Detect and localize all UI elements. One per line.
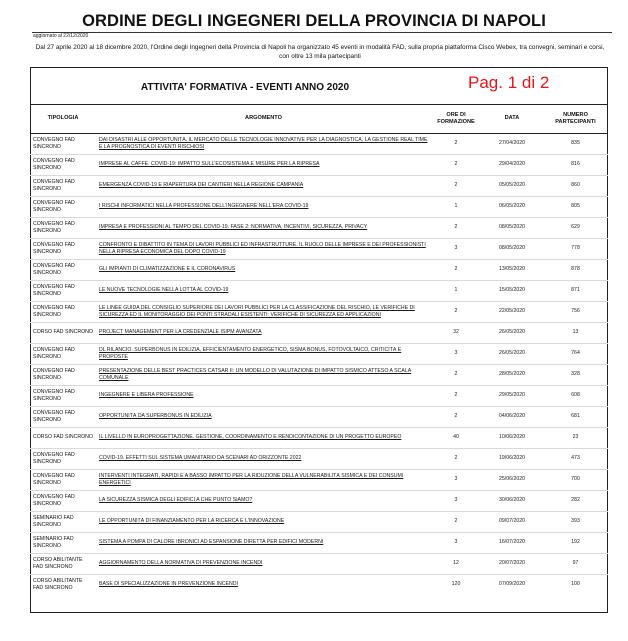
event-topic-link[interactable]: IMPRESA E PROFESSIONI AL TEMPO DEL COVID-19. FASE 2: NORMATIVA, INCENTIVI, SICUREZZA, PRIVACY <box>99 224 368 230</box>
event-topic-link[interactable]: LE NUOVE TECNOLOGIE NELLA LOTTA AL COVID-19 <box>99 287 229 293</box>
event-participants: 100 <box>571 581 580 588</box>
event-date: 27/04/2020 <box>481 133 543 154</box>
event-participants: 97 <box>543 553 608 574</box>
event-participants: 871 <box>543 280 608 301</box>
event-hours: 3 <box>431 490 481 511</box>
event-date: 29/04/2020 <box>481 154 543 175</box>
table-row <box>30 154 608 175</box>
table-row <box>30 301 608 322</box>
event-participants: 393 <box>543 511 608 532</box>
event-hours: 3 <box>431 343 481 364</box>
event-type: CONVEGNO FAD SINCRONO <box>30 469 96 490</box>
event-type: CONVEGNO FAD SINCRONO <box>30 196 96 217</box>
event-topic-cell <box>96 343 431 364</box>
event-hours: 3 <box>431 238 481 259</box>
event-topic-link[interactable]: OPPORTUNITÀ DA SUPERBONUS IN EDILIZIA <box>99 413 212 419</box>
event-topic-link[interactable]: PROJECT MANAGEMENT PER LA CREDENZIALE ISIPM AVANZATA <box>99 329 262 335</box>
event-date: 29/05/2020 <box>481 385 543 406</box>
event-participants: 700 <box>543 469 608 490</box>
event-topic-link[interactable]: EMERGENZA COVID-19 E RIAPERTURA DEI CANTIERI NELLA REGIONE CAMPANIA <box>99 182 304 188</box>
event-date: 20/07/2020 <box>481 553 543 574</box>
event-topic-link[interactable]: CONFRONTO E DIBATTITO IN TEMA DI LAVORI PUBBLICI ED INFRASTRUTTURE. IL RUOLO DELLE IMPRESE E DEI PROFESSIONISTI NELLA RIPRESA ECONOMICA DEL DOPO COVID-19 <box>99 241 426 255</box>
table-row <box>30 280 608 301</box>
event-hours: 2 <box>431 511 481 532</box>
event-topic-cell <box>96 469 431 490</box>
event-date: 08/05/2020 <box>481 217 543 238</box>
table-row <box>30 322 608 343</box>
event-topic-link[interactable]: GLI IMPIANTI DI CLIMATIZZAZIONE E IL CORONAVIRUS <box>99 266 236 272</box>
event-type: CONVEGNO FAD SINCRONO <box>30 301 96 322</box>
events-table-body <box>30 133 608 595</box>
event-topic-cell <box>96 259 431 280</box>
table-row <box>30 175 608 196</box>
event-hours: 2 <box>431 448 481 469</box>
event-type: CONVEGNO FAD SINCRONO <box>30 490 96 511</box>
event-participants: 282 <box>543 490 608 511</box>
event-hours: 12 <box>431 553 481 574</box>
event-participants: 192 <box>543 532 608 553</box>
event-topic-link[interactable]: IL LIVELLO IN EUROPROGETTAZIONE. GESTIONE, COORDINAMENTO E RENDICONTAZIONE DI UN PROGETTO EUROPEO <box>99 434 402 440</box>
event-topic-cell <box>96 448 431 469</box>
event-date: 26/05/2020 <box>481 343 543 364</box>
event-hours: 40 <box>431 427 481 448</box>
event-type: CORSO ABILITANTE FAD SINCRONO <box>33 577 83 591</box>
table-row <box>30 259 608 280</box>
column-header-argomento: ARGOMENTO <box>96 105 431 133</box>
event-topic-link[interactable]: INGEGNERE E LIBERA PROFESSIONE <box>99 392 194 398</box>
table-header-row <box>30 105 608 133</box>
event-date: 08/05/2020 <box>481 238 543 259</box>
table-row <box>30 532 608 553</box>
event-hours: 2 <box>431 385 481 406</box>
event-participants: 328 <box>543 364 608 385</box>
event-topic-link[interactable]: DAI DISASTRI ALLE OPPORTUNITÀ. IL MERCATO DELLE TECNOLOGIE INNOVATIVE PER LA DIAGNOSTICA, LA GESTIONE REAL TIME E LA PROGNOSTICA DI EVENTI RISCHIOSI <box>99 136 428 150</box>
column-header-tipologia: TIPOLOGIA <box>30 105 96 133</box>
event-participants: 608 <box>543 385 608 406</box>
event-participants: 629 <box>543 217 608 238</box>
event-hours: 3 <box>431 532 481 553</box>
table-row <box>30 196 608 217</box>
event-date: 22/05/2020 <box>481 301 543 322</box>
table-row <box>30 553 608 574</box>
page-indicator: Pag. 1 di 2 <box>468 73 550 92</box>
table-row <box>30 469 608 490</box>
page-title: ORDINE DEGLI INGEGNERI DELLA PROVINCIA DI NAPOLI <box>82 12 546 30</box>
event-topic-cell <box>96 133 431 154</box>
table-row <box>30 406 608 427</box>
table-row <box>30 490 608 511</box>
event-type: CONVEGNO FAD SINCRONO <box>30 406 96 427</box>
event-topic-cell <box>96 238 431 259</box>
event-topic-cell <box>96 553 431 574</box>
event-topic-cell <box>96 154 431 175</box>
event-type: CONVEGNO FAD SINCRONO <box>30 448 96 469</box>
event-participants: 816 <box>543 154 608 175</box>
event-hours: 2 <box>431 364 481 385</box>
event-topic-cell <box>96 490 431 511</box>
event-hours: 2 <box>431 301 481 322</box>
event-date: 15/05/2020 <box>481 280 543 301</box>
event-participants: 764 <box>543 343 608 364</box>
table-row <box>30 133 608 154</box>
event-topic-link[interactable]: DL RILANCIO. SUPERBONUS IN EDILIZIA, EFFICIENTAMENTO ENERGETICO, SISMA BONUS, FOTOVOLTAICO, CRITICITÀ E PROPOSTE <box>99 346 402 360</box>
event-participants: 778 <box>543 238 608 259</box>
event-hours: 32 <box>431 322 481 343</box>
event-topic-cell <box>96 217 431 238</box>
event-hours: 2 <box>431 217 481 238</box>
event-type: CONVEGNO FAD SINCRONO <box>30 343 96 364</box>
event-topic-cell <box>96 532 431 553</box>
event-topic-cell <box>96 301 431 322</box>
event-hours: 1 <box>431 196 481 217</box>
event-topic-cell <box>96 175 431 196</box>
table-row <box>30 448 608 469</box>
event-hours: 2 <box>431 175 481 196</box>
event-topic-link[interactable]: LE OPPORTUNITÀ DI FINANZIAMENTO PER LA RICERCA E L'INNOVAZIONE <box>99 518 285 524</box>
updated-date: aggiornato al 22/12/2020 <box>33 33 89 39</box>
table-row <box>30 217 608 238</box>
table-row <box>30 364 608 385</box>
event-topic-link[interactable]: INTERVENTI INTEGRATI, RAPIDI E A BASSO IMPATTO PER LA RIDUZIONE DELLA VULNERABILITÀ SISMICA E DEI CONSUMI ENERGETICI <box>99 472 404 486</box>
event-participants: 835 <box>543 133 608 154</box>
event-topic-link[interactable]: I RISCHI INFORMATICI NELLA PROFESSIONE DELL'INGEGNERE NELL'ERA COVID-19 <box>99 203 309 209</box>
event-topic-cell <box>96 385 431 406</box>
column-header-data: DATA <box>481 105 543 133</box>
event-date: 30/06/2020 <box>481 490 543 511</box>
event-type: CONVEGNO FAD SINCRONO <box>30 175 96 196</box>
event-date: 06/05/2020 <box>481 196 543 217</box>
column-header-ore: ORE DI FORMAZIONE <box>431 105 481 133</box>
event-date: 28/05/2020 <box>481 364 543 385</box>
event-topic-cell <box>96 364 431 385</box>
event-date: 16/07/2020 <box>481 532 543 553</box>
section-title: ATTIVITA' FORMATIVA - EVENTI ANNO 2020 <box>140 82 350 93</box>
event-topic-link[interactable]: COVID-19. EFFETTI SUL SISTEMA UMANITARIO DA SCENARI AD ORIZZONTE 2022 <box>99 455 302 461</box>
event-type: CORSO FAD SINCRONO <box>30 427 96 448</box>
table-row <box>30 343 608 364</box>
table-row <box>30 574 608 595</box>
event-type: CONVEGNO FAD SINCRONO <box>30 280 96 301</box>
events-sheet <box>30 67 608 613</box>
event-type: SEMINARIO FAD SINCRONO <box>30 532 96 553</box>
event-date: 26/05/2020 <box>481 322 543 343</box>
event-topic-cell <box>96 574 431 595</box>
event-type: SEMINARIO FAD SINCRONO <box>30 511 96 532</box>
events-table <box>30 105 608 595</box>
event-topic-cell <box>96 322 431 343</box>
event-topic-cell <box>96 406 431 427</box>
event-type: CONVEGNO FAD SINCRONO <box>30 133 96 154</box>
event-type: CONVEGNO FAD SINCRONO <box>30 154 96 175</box>
event-hours: 1 <box>431 280 481 301</box>
event-date: 09/07/2020 <box>481 511 543 532</box>
event-topic-link[interactable]: LA SICUREZZA SISMICA DEGLI EDIFICI A CHE PUNTO SIAMO? <box>99 497 253 503</box>
event-topic-cell <box>96 511 431 532</box>
event-topic-link[interactable]: BASE DI SPECIALIZZAZIONE IN PREVENZIONE INCENDI <box>99 581 238 588</box>
event-hours: 3 <box>431 469 481 490</box>
event-topic-link[interactable]: SISTEMA A POMPA DI CALORE IBRONICI AD ESPANSIONE DIRETTA PER EDIFICI MODERNI <box>99 539 324 545</box>
event-hours: 120 <box>451 581 461 588</box>
table-row <box>30 427 608 448</box>
event-type: CONVEGNO FAD SINCRONO <box>30 238 96 259</box>
event-hours: 2 <box>431 133 481 154</box>
event-participants: 878 <box>543 259 608 280</box>
event-type: CONVEGNO FAD SINCRONO <box>30 217 96 238</box>
event-date: 04/06/2020 <box>481 406 543 427</box>
event-hours: 2 <box>431 406 481 427</box>
event-topic-cell <box>96 280 431 301</box>
event-date: 05/05/2020 <box>481 175 543 196</box>
event-topic-link[interactable]: AGGIORNAMENTO DELLA NORMATIVA DI PREVENZIONE INCENDI <box>99 560 263 566</box>
table-row <box>30 511 608 532</box>
event-topic-link[interactable]: PRESENTAZIONE DELLE BEST PRACTICES CATSAR II: UN MODELLO DI VALUTAZIONE DI IMPATTO SISMICO ATTESO A SCALA COMUNALE <box>99 367 412 381</box>
event-topic-cell <box>96 196 431 217</box>
title-divider <box>32 32 612 33</box>
event-type: CORSO FAD SINCRONO <box>30 322 96 343</box>
event-topic-link[interactable]: LE LINEE GUIDA DEL CONSIGLIO SUPERIORE DEI LAVORI PUBBLICI PER LA CLASSIFICAZIONE DEL RISCHIO, LE VERIFICHE DI SICUREZZA ED IL MONITORAGGIO DEI PONTI STRADALI ESISTENTI: VERIFICHE DI SICUREZZA ED APPLICAZIONI <box>99 304 415 318</box>
table-row <box>30 385 608 406</box>
event-hours: 2 <box>431 154 481 175</box>
event-type: CONVEGNO FAD SINCRONO <box>30 364 96 385</box>
event-participants: 805 <box>543 196 608 217</box>
event-type: CORSO ABILITANTE FAD SINCRONO <box>30 553 96 574</box>
event-date: 13/05/2020 <box>481 259 543 280</box>
event-date: 07/09/2020 <box>499 581 525 588</box>
event-participants: 681 <box>543 406 608 427</box>
event-date: 10/06/2020 <box>481 427 543 448</box>
event-hours: 2 <box>431 259 481 280</box>
intro-text: Dal 27 aprile 2020 al 18 dicembre 2020, l'Ordine degli Ingegneri della Provincia di Napoli ha organizzato 45 eventi in modalità FAD, sulla propria piattaforma Cisco Webex, tra convegni, seminari e corsi, con oltre 13 mila partecipanti <box>35 44 605 61</box>
event-participants: 756 <box>543 301 608 322</box>
event-participants: 23 <box>543 427 608 448</box>
event-participants: 13 <box>543 322 608 343</box>
event-date: 19/06/2020 <box>481 448 543 469</box>
event-topic-cell <box>96 427 431 448</box>
event-type: CONVEGNO FAD SINCRONO <box>30 259 96 280</box>
column-header-numero: NUMERO PARTECIPANTI <box>543 105 608 133</box>
event-topic-link[interactable]: IMPRESE AL CAFFE. COVID-19: IMPATTO SULL'ECOSISTEMA E MISURE PER LA RIPRESA <box>99 161 320 167</box>
event-date: 25/06/2020 <box>481 469 543 490</box>
table-row <box>30 238 608 259</box>
event-participants: 860 <box>543 175 608 196</box>
event-type: CONVEGNO FAD SINCRONO <box>30 385 96 406</box>
event-participants: 473 <box>543 448 608 469</box>
